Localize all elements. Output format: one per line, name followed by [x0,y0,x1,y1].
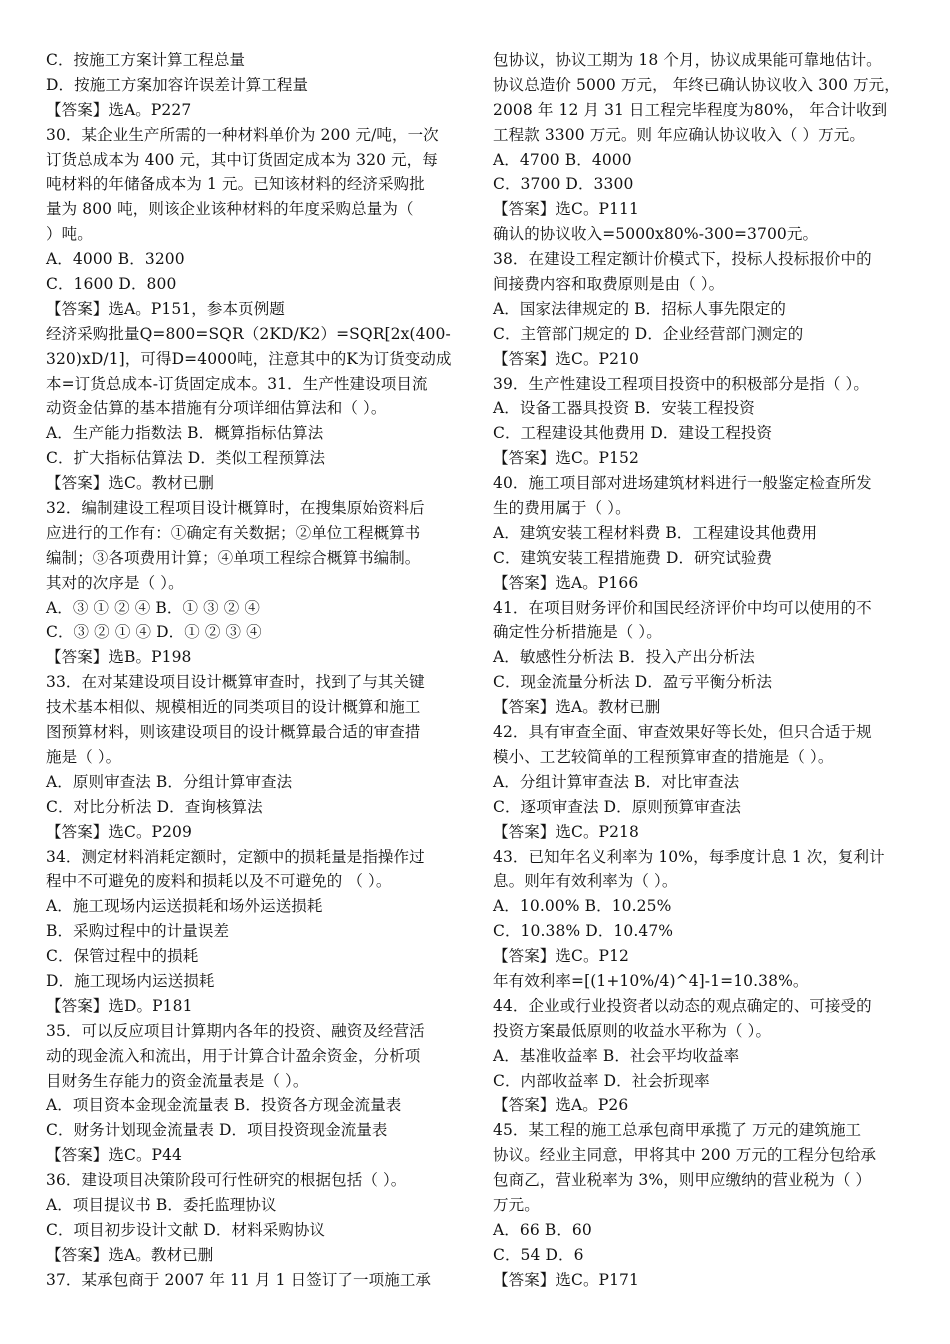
text-line: 确定性分析措施是（ ）。 [493,623,662,642]
text-line: 吨材料的年储备成本为 1 元。已知该材料的经济采购批 [46,175,425,194]
text-line: C．逐项审查法 D．原则预算审查法 [493,797,741,816]
text-line: C．3700 D．3300 [493,175,634,194]
text-line: A．基准收益率 B．社会平均收益率 [493,1046,740,1065]
text-line: C．主管部门规定的 D．企业经营部门测定的 [493,324,804,343]
text-line: 32．编制建设工程项目设计概算时，在搜集原始资料后 [46,499,425,518]
text-line: 【答案】选C。P218 [493,822,639,841]
text-line: 编制；③各项费用计算；④单项工程综合概算书编制。 [46,548,421,567]
text-line: 45．某工程的施工总承包商甲承揽了 万元的建筑施工 [493,1121,862,1140]
text-line: 37．某承包商于 2007 年 11 月 1 日签订了一项施工承 [46,1270,432,1289]
text-line: C．内部收益率 D．社会折现率 [493,1071,710,1090]
text-line: C．项目初步设计文献 D．材料采购协议 [46,1220,326,1239]
text-line: 【答案】选D。P181 [46,996,193,1015]
text-line: 【答案】选A。P26 [493,1096,629,1115]
text-line: 34．测定材料消耗定额时，定额中的损耗量是指操作过 [46,847,425,866]
text-line: 【答案】选A。P227 [46,100,192,119]
text-line: A．设备工器具投资 B．安装工程投资 [493,399,755,418]
text-line: 施是（ ）。 [46,747,122,766]
text-line: A．10.00% B．10.25% [493,897,672,916]
text-line: 投资方案最低原则的收益水平称为（ ）。 [493,1021,772,1040]
text-line: 【答案】选C。教材已删 [46,474,214,493]
text-line: A．施工现场内运送损耗和场外运送损耗 [46,897,323,916]
text-line: A．分组计算审查法 B．对比审查法 [493,772,740,791]
text-line: 订货总成本为 400 元，其中订货固定成本为 320 元，每 [46,150,438,169]
text-line: 【答案】选C。P152 [493,449,639,468]
text-line: D．按施工方案加容许误差计算工程量 [46,75,309,94]
text-line: A．66 B．60 [493,1220,592,1239]
text-line: 本=订货总成本-订货固定成本。31．生产性建设项目流 [46,374,428,393]
text-line: C．财务计划现金流量表 D．项目投资现金流量表 [46,1121,388,1140]
text-line: 【答案】选C。P111 [493,200,639,219]
text-line: 43．已知年名义利率为 10%，每季度计息 1 次，复利计 [493,847,885,866]
text-line: 39．生产性建设工程项目投资中的积极部分是指（ ）。 [493,374,870,393]
text-line: 【答案】选C。P209 [46,822,192,841]
text-line: 包协议，协议工期为 18 个月，协议成果能可靠地估计。 [493,51,882,69]
text-line: C．③ ② ① ④ D．① ② ③ ④ [46,623,262,642]
text-line: C．54 D．6 [493,1245,584,1264]
text-line: A．项目资本金现金流量表 B．投资各方现金流量表 [46,1096,402,1115]
text-line: 320)xD/1]，可得D=4000吨，注意其中的K为订货变动成 [46,349,452,368]
text-line: 模小、工艺较简单的工程预算审查的措施是（ ）。 [493,747,834,766]
text-line: C．10.38% D．10.47% [493,922,674,941]
text-line: 其对的次序是（ ）。 [46,573,184,592]
right-column [493,48,913,1293]
text-line: 35．可以反应项目计算期内各年的投资、融资及经营活 [46,1021,425,1040]
text-line: C．建筑安装工程措施费 D．研究试验费 [493,548,773,567]
text-line: C．扩大指标估算法 D．类似工程预算法 [46,449,326,468]
text-line: C．按施工方案计算工程总量 [46,51,246,69]
text-line: A．原则审查法 B．分组计算审查法 [46,772,293,791]
text-line: 【答案】选C。P44 [46,1146,183,1165]
text-line: 【答案】选C。P12 [493,947,630,966]
text-line: A．建筑安装工程材料费 B．工程建设其他费用 [493,523,818,542]
text-line: A．项目提议书 B．委托监理协议 [46,1195,277,1214]
text-line: 包商乙，营业税率为 3%，则甲应缴纳的营业税为（ ） [493,1171,872,1190]
text-line: 40．施工项目部对进场建筑材料进行一般鉴定检查所发 [493,474,872,493]
text-line: 协议总造价 5000 万元， 年终已确认协议收入 300 万元， [493,75,900,94]
text-line: 【答案】选A。教材已删 [46,1245,214,1264]
text-line: 息。则年有效利率为（ ）。 [493,872,678,891]
text-line: 42．具有审查全面、审查效果好等长处，但只合适于规 [493,723,872,742]
text-line: ）吨。 [46,225,93,244]
text-line: 目财务生存能力的资金流量表是（ ）。 [46,1071,309,1090]
text-line: 万元。 [493,1195,540,1214]
text-line: 技术基本相似、规模相近的同类项目的设计概算和施工 [46,698,421,717]
text-line: B．采购过程中的计量误差 [46,922,230,941]
left-column [46,48,461,1293]
text-line: C．1600 D．800 [46,275,177,294]
text-line: A．③ ① ② ④ B．① ③ ② ④ [46,598,260,617]
text-line: 程中不可避免的废料和损耗以及不可避免的 （ ）。 [46,872,392,891]
text-line: 36．建设项目决策阶段可行性研究的根据包括（ ）。 [46,1171,407,1190]
text-line: 41．在项目财务评价和国民经济评价中均可以使用的不 [493,598,872,617]
text-line: A．生产能力指数法 B．概算指标估算法 [46,424,324,443]
text-line: 经济采购批量Q=800=SQR（2KD/K2）=SQR[2x(400- [46,324,451,343]
text-line: 44．企业或行业投资者以动态的观点确定的、可接受的 [493,996,872,1015]
text-line: C．现金流量分析法 D．盈亏平衡分析法 [493,673,773,692]
text-line: 30．某企业生产所需的一种材料单价为 200 元/吨，一次 [46,125,439,144]
text-line: A．国家法律规定的 B．招标人事先限定的 [493,299,787,318]
text-line: 【答案】选C。P210 [493,349,639,368]
text-line: C．对比分析法 D．查询核算法 [46,797,263,816]
text-line: 动资金估算的基本措施有分项详细估算法和（ ）。 [46,399,387,418]
text-line: 动的现金流入和流出，用于计算合计盈余资金，分析项 [46,1046,421,1065]
text-line: 38．在建设工程定额计价模式下，投标人投标报价中的 [493,250,872,269]
text-line: 确认的协议收入=5000x80%-300=3700元。 [493,225,819,244]
text-line: 2008 年 12 月 31 日工程完毕程度为80%， 年合计收到 [493,100,888,119]
text-line: A．4000 B．3200 [46,250,185,269]
text-line: 【答案】选A。P151，参本页例题 [46,299,285,318]
text-line: 33．在对某建设项目设计概算审查时，找到了与其关键 [46,673,425,692]
text-line: 间接费内容和取费原则是由（ ）。 [493,275,725,294]
text-line: 年有效利率=[(1+10%/4)^4]-1=10.38%。 [493,971,809,990]
text-line: A．敏感性分析法 B．投入产出分析法 [493,648,755,667]
text-line: 图预算材料，则该建设项目的设计概算最合适的审查措 [46,723,421,742]
text-line: 【答案】选A。教材已删 [493,698,661,717]
text-line: C．工程建设其他费用 D．建设工程投资 [493,424,773,443]
text-line: C．保管过程中的损耗 [46,947,199,966]
text-line: A．4700 B．4000 [493,150,632,169]
text-line: 【答案】选B。P198 [46,648,192,667]
text-line: 【答案】选C。P171 [493,1270,639,1289]
text-line: 协议。经业主同意，甲将其中 200 万元的工程分包给承 [493,1146,877,1165]
text-line: 生的费用属于（ ）。 [493,499,631,518]
text-line: 【答案】选A。P166 [493,573,639,592]
text-line: 量为 800 吨，则该企业该种材料的年度采购总量为（ [46,200,414,219]
text-line: D．施工现场内运送损耗 [46,971,215,990]
text-line: 应进行的工作有：①确定有关数据；②单位工程概算书 [46,523,421,542]
text-line: 工程款 3300 万元。则 年应确认协议收入（ ）万元。 [493,125,865,144]
